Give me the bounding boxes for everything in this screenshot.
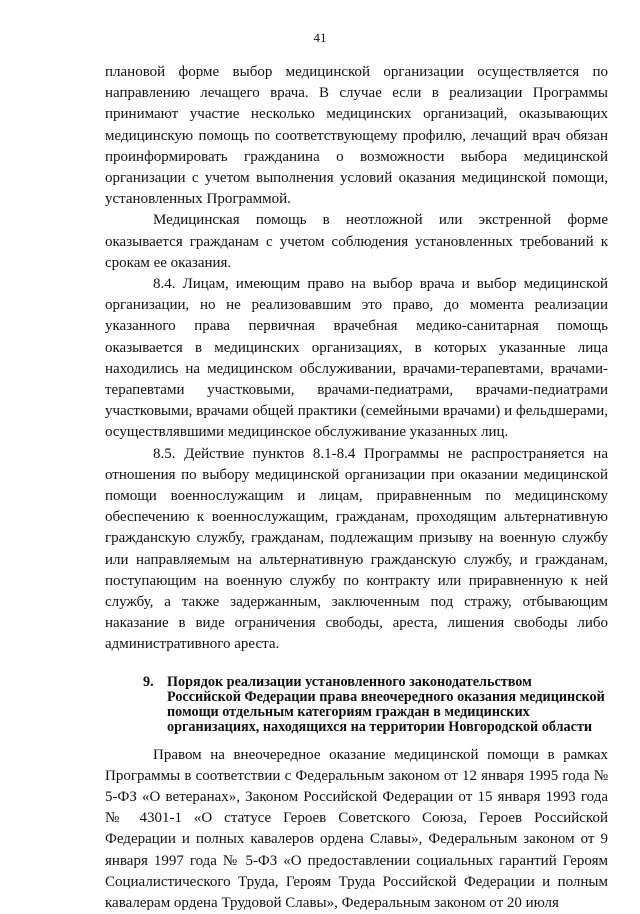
page-number: 41 bbox=[0, 30, 640, 46]
paragraph-emergency-care: Медицинская помощь в неотложной или экстренной форме оказывается гражданам с учетом соблюдения установленных требований к срокам ее оказания. bbox=[105, 210, 608, 274]
paragraph-8-4: 8.4. Лицам, имеющим право на выбор врача и выбор медицинской организации, но не реализовавшим это право, до момента реализации указанного права первичная врачебная медико-санитарная помощь оказывается в медицинских организациях, в которых указанные лица находились на медицинском обслуживании, врачами-терапевтами, врачами-терапевтами участковыми, врачами-педиатрами, врачами-педиатрами участковыми, врачами общей практики (семейными врачами) и фельдшерами, осуществлявшими медицинское обслуживание указанных лиц. bbox=[105, 274, 608, 444]
document-body bbox=[105, 62, 608, 914]
section-heading bbox=[105, 675, 608, 736]
paragraph-continuation: плановой форме выбор медицинской организации осуществляется по направлению лечащего врача. В случае если в реализации Программы принимают участие несколько медицинских организаций, оказывающих медицинскую помощь по соответствующему профилю, лечащий врач обязан проинформировать гражданина о возможности выбора медицинской организации с учетом выполнения условий оказания медицинской помощи, установленных Программой. bbox=[105, 62, 608, 210]
paragraph-8-5: 8.5. Действие пунктов 8.1-8.4 Программы не распространяется на отношения по выбору медицинской организации при оказании медицинской помощи военнослужащим и лицам, приравненным по медицинскому обеспечению к военнослужащим, гражданам, проходящим альтернативную гражданскую службу, гражданам, подлежащим призыву на военную службу или направляемым на альтернативную гражданскую службу, и гражданам, поступающим на военную службу по контракту или приравненную к ней службу, а также задержанным, заключенным под стражу, отбывающим наказание в виде ограничения свободы, ареста, лишения свободы либо административного ареста. bbox=[105, 444, 608, 656]
section-number: 9. bbox=[105, 675, 167, 736]
section-title: Порядок реализации установленного законодательством Российской Федерации права внеочередного оказания медицинской помощи отдельным категориям граждан в медицинских организациях, находящихся на территории Новгородской области bbox=[167, 675, 608, 736]
paragraph-section-9-intro: Правом на внеочередное оказание медицинской помощи в рамках Программы в соответствии с Федеральным законом от 12 января 1995 года № 5-ФЗ «О ветеранах», Законом Российской Федерации от 15 января 1993 года № 4301-1 «О статусе Героев Советского Союза, Героев Российской Федерации и полных кавалеров ордена Славы», Федеральным законом от 9 января 1997 года № 5-ФЗ «О предоставлении социальных гарантий Героям Социалистического Труда, Героям Труда Российской Федерации и полным кавалерам ордена Трудовой Славы», Федеральным законом от 20 июля bbox=[105, 745, 608, 914]
